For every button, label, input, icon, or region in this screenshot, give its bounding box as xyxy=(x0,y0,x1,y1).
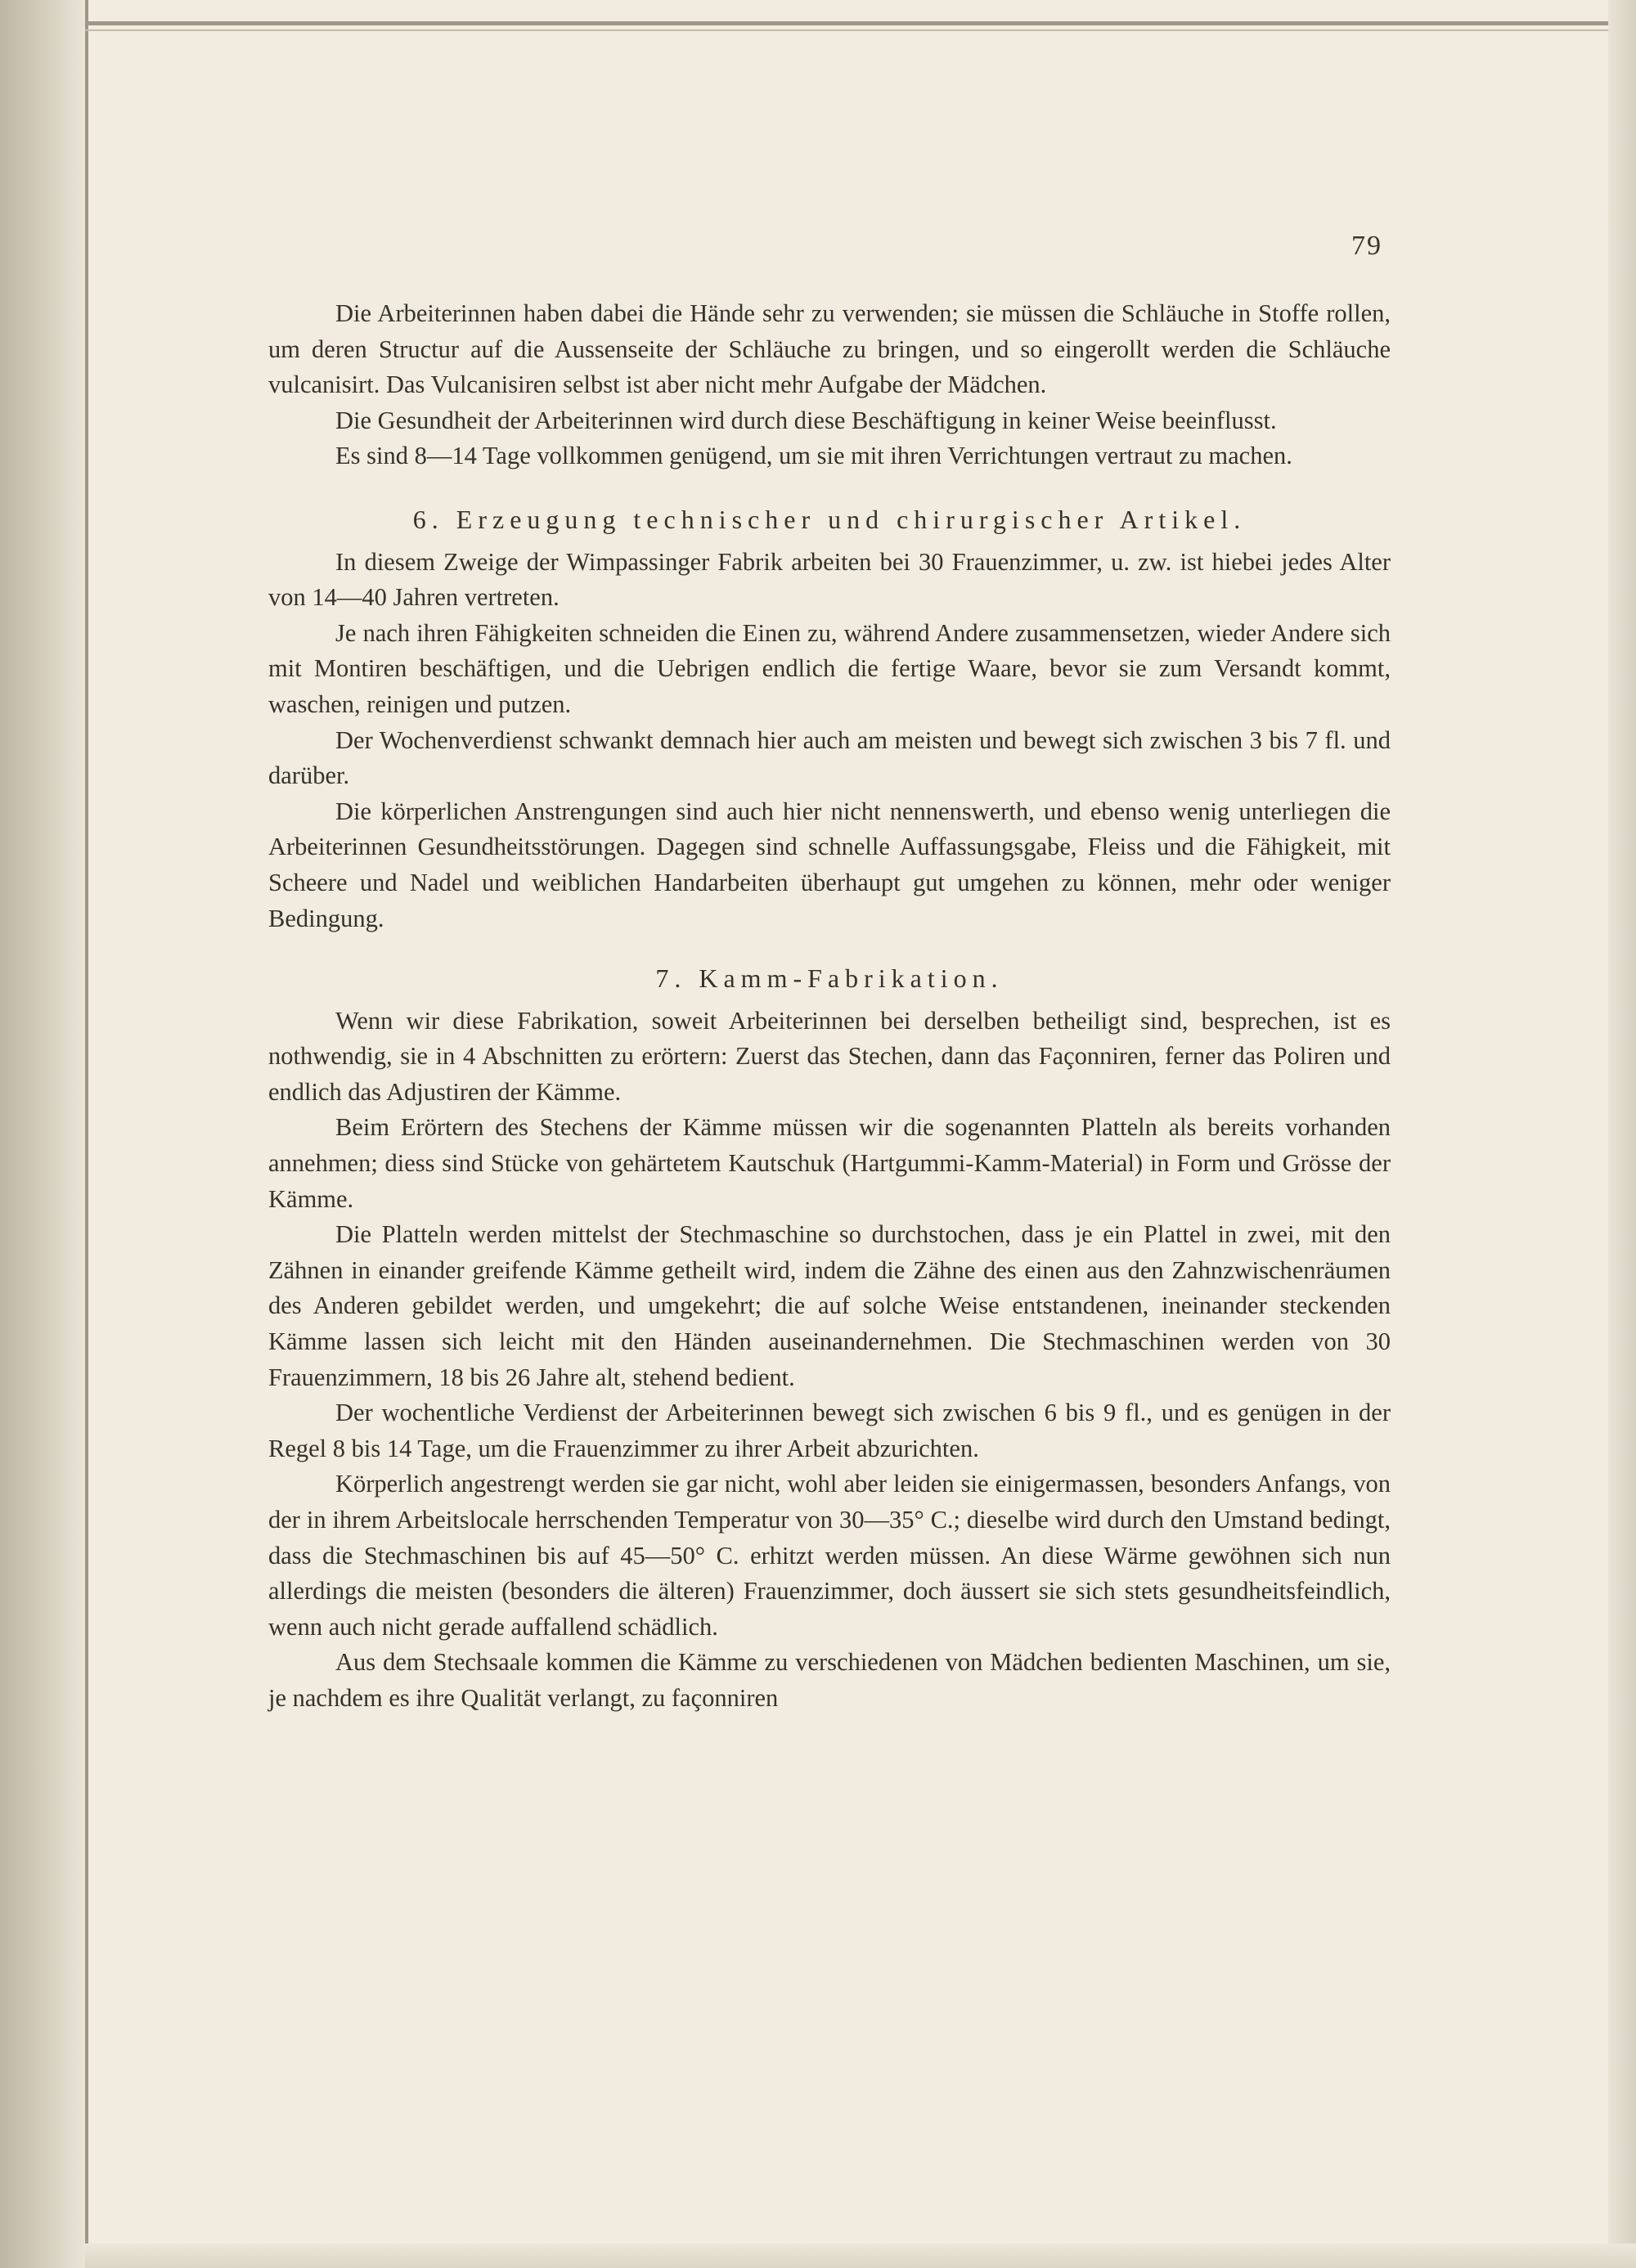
paragraph: Beim Erörtern des Stechens der Kämme müssen wir die sogenannten Platteln als bereits vorhanden annehmen; diess sind Stücke von gehärtetem Kautschuk (Hartgummi-Kamm-Material) in Form und Grösse der Kämme. xyxy=(268,1113,1391,1213)
paragraph: Die Platteln werden mittelst der Stechmaschine so durchstochen, dass je ein Plattel in zwei, mit den Zähnen in einander greifende Kämme getheilt wird, indem die Zähne des einen aus den Zahnzwischenräumen des Anderen gebildet werden, und umgekehrt; die auf solche Weise entstandenen, ineinander steckenden Kämme lassen sich leicht mit den Händen auseinandernehmen. Die Stechmaschinen werden von 30 Frauenzimmern, 18 bis 26 Jahre alt, stehend bedient. xyxy=(268,1220,1391,1391)
page-right-edge xyxy=(1608,0,1636,2268)
section-heading-6: 6. Erzeugung technischer und chirurgischer Artikel. xyxy=(412,504,1247,534)
paragraph: Aus dem Stechsaale kommen die Kämme zu verschiedenen von Mädchen bedienten Maschinen, um sie, je nachdem es ihre Qualität verlangt, zu façonniren xyxy=(268,1648,1391,1712)
paragraph: Es sind 8—14 Tage vollkommen genügend, um sie mit ihren Verrichtungen vertraut zu machen. xyxy=(335,442,1292,470)
paragraph: Je nach ihren Fähigkeiten schneiden die Einen zu, während Andere zusammensetzen, wieder Andere sich mit Montiren beschäftigen, und die Uebrigen endlich die fertige Waare, bevor sie zum Versandt kommt, waschen, reinigen und putzen. xyxy=(268,618,1391,718)
paragraph: In diesem Zweige der Wimpassinger Fabrik arbeiten bei 30 Frauenzimmer, u. zw. ist hiebei jedes Alter von 14—40 Jahren vertreten. xyxy=(268,547,1391,612)
paragraph: Der Wochenverdienst schwankt demnach hier auch am meisten und bewegt sich zwischen 3 bis 7 fl. und darüber. xyxy=(268,725,1391,790)
page-number: 79 xyxy=(1351,231,1382,261)
page-top-border xyxy=(85,21,1636,25)
body-text xyxy=(268,296,1391,1717)
paragraph: Körperlich angestrengt werden sie gar nicht, wohl aber leiden sie einigermassen, besonders Anfangs, von der in ihrem Arbeitslocale herrschenden Temperatur von 30—35° C.; dieselbe wird durch den Umstand bedingt, dass die Stechmaschinen bis auf 45—50° C. erhitzt werden müssen. An diese Wärme gewöhnen sich nun allerdings die meisten (besonders die älteren) Frauenzimmer, doch äussert sie sich stets gesundheitsfeindlich, wenn auch nicht gerade auffallend schädlich. xyxy=(268,1470,1391,1641)
section-heading-7: 7. Kamm-Fabrikation. xyxy=(655,963,1004,994)
paragraph: Die Gesundheit der Arbeiterinnen wird durch diese Beschäftigung in keiner Weise beeinflusst. xyxy=(335,406,1277,434)
paragraph: Wenn wir diese Fabrikation, soweit Arbeiterinnen bei derselben betheiligt sind, besprechen, ist es nothwendig, sie in 4 Abschnitten zu erörtern: Zuerst das Stechen, dann das Façonniren, ferner das Poliren und endlich das Adjustiren der Kämme. xyxy=(268,1006,1391,1106)
page-bottom-edge xyxy=(85,2243,1636,2268)
page-fold-edge xyxy=(85,0,88,2268)
paragraph: Der wochentliche Verdienst der Arbeiterinnen bewegt sich zwischen 6 bis 9 fl., und es genügen in der Regel 8 bis 14 Tage, um die Frauenzimmer zu ihrer Arbeit abzurichten. xyxy=(268,1399,1391,1462)
book-spine xyxy=(0,0,88,2268)
page-top-border-thin xyxy=(85,29,1636,31)
paragraph: Die körperlichen Anstrengungen sind auch hier nicht nennenswerth, und ebenso wenig unterliegen die Arbeiterinnen Gesundheitsstörungen. Dagegen sind schnelle Auffassungsgabe, Fleiss und die Fähigkeit, mit Scheere und Nadel und weiblichen Handarbeiten überhaupt gut umgehen zu können, mehr oder weniger Bedingung. xyxy=(268,797,1391,932)
paragraph: Die Arbeiterinnen haben dabei die Hände sehr zu verwenden; sie müssen die Schläuche in Stoffe rollen, um deren Structur auf die Aussenseite der Schläuche zu bringen, und so eingerollt werden die Schläuche vulcanisirt. Das Vulcanisiren selbst ist aber nicht mehr Aufgabe der Mädchen. xyxy=(268,299,1391,399)
